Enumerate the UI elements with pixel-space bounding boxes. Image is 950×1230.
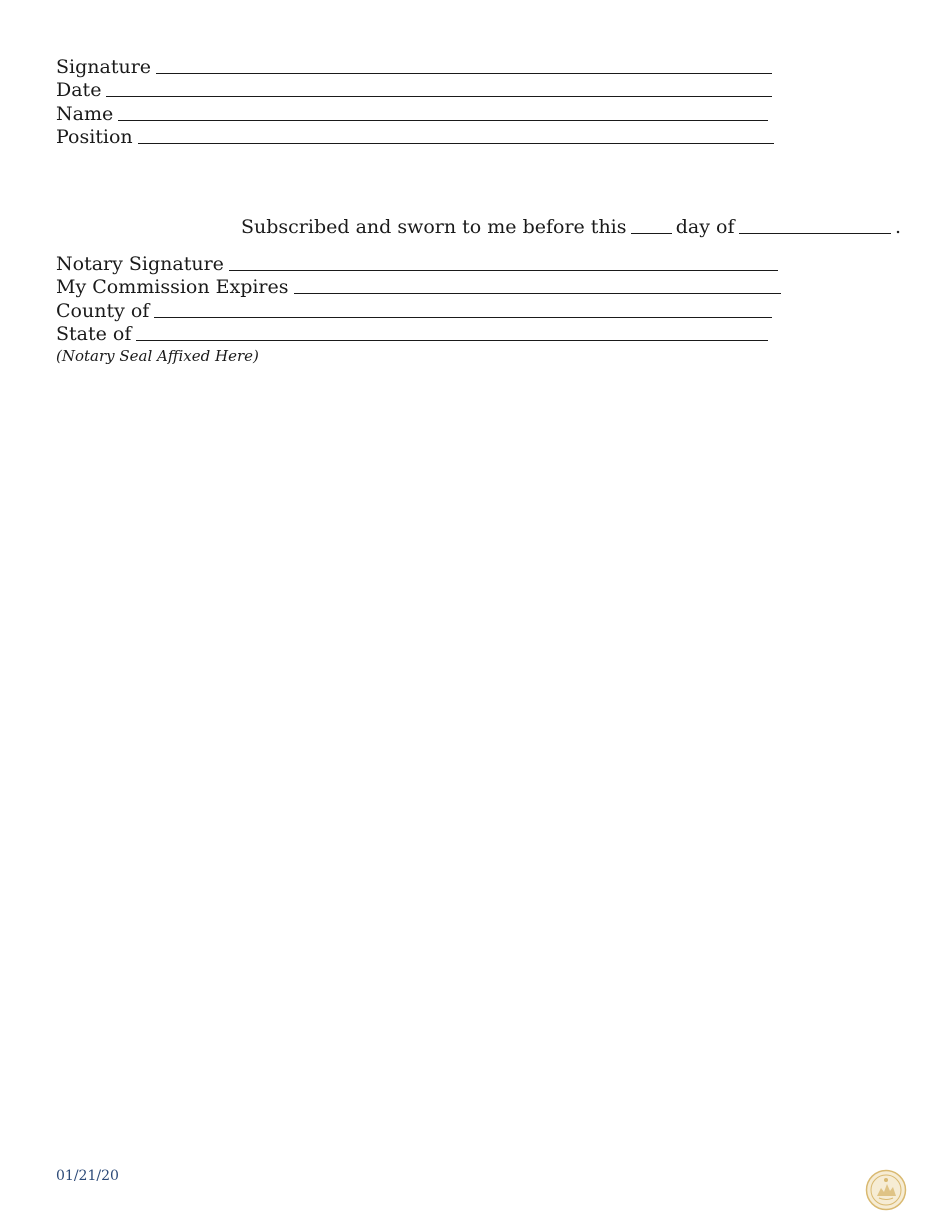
- name-label: Name: [56, 103, 114, 125]
- position-field: [56, 126, 774, 148]
- notary-signature-line[interactable]: [229, 269, 778, 271]
- state-line[interactable]: [136, 339, 768, 341]
- date-label: Date: [56, 79, 102, 101]
- oath-suffix: .: [894, 216, 901, 238]
- commission-expires-line[interactable]: [294, 292, 781, 294]
- notary-signature-label: Notary Signature: [56, 253, 224, 275]
- footer-date: 01/21/20: [56, 1168, 119, 1184]
- name-field: [56, 103, 768, 125]
- date-line[interactable]: [106, 95, 772, 97]
- commission-expires-field: [56, 276, 781, 298]
- state-seal-graphic: [865, 1169, 907, 1211]
- oath-middle: day of: [675, 216, 735, 238]
- notary-seal-note: (Notary Seal Affixed Here): [56, 347, 259, 365]
- name-line[interactable]: [118, 119, 768, 121]
- state-field: [56, 323, 768, 345]
- position-line[interactable]: [138, 142, 774, 144]
- signature-line[interactable]: [156, 72, 772, 74]
- commission-expires-label: My Commission Expires: [56, 276, 289, 298]
- oath-statement: [241, 215, 901, 239]
- notary-signature-field: [56, 253, 778, 275]
- state-seal-icon: [865, 1169, 907, 1211]
- state-label: State of: [56, 323, 132, 345]
- date-field: [56, 79, 772, 101]
- oath-day-blank[interactable]: [631, 232, 672, 234]
- oath-prefix: Subscribed and sworn to me before this: [241, 216, 627, 238]
- county-field: [56, 300, 772, 322]
- position-label: Position: [56, 126, 133, 148]
- signature-label: Signature: [56, 56, 152, 78]
- county-label: County of: [56, 300, 150, 322]
- signature-field: [56, 56, 772, 78]
- oath-month-blank[interactable]: [739, 232, 891, 234]
- county-line[interactable]: [154, 316, 772, 318]
